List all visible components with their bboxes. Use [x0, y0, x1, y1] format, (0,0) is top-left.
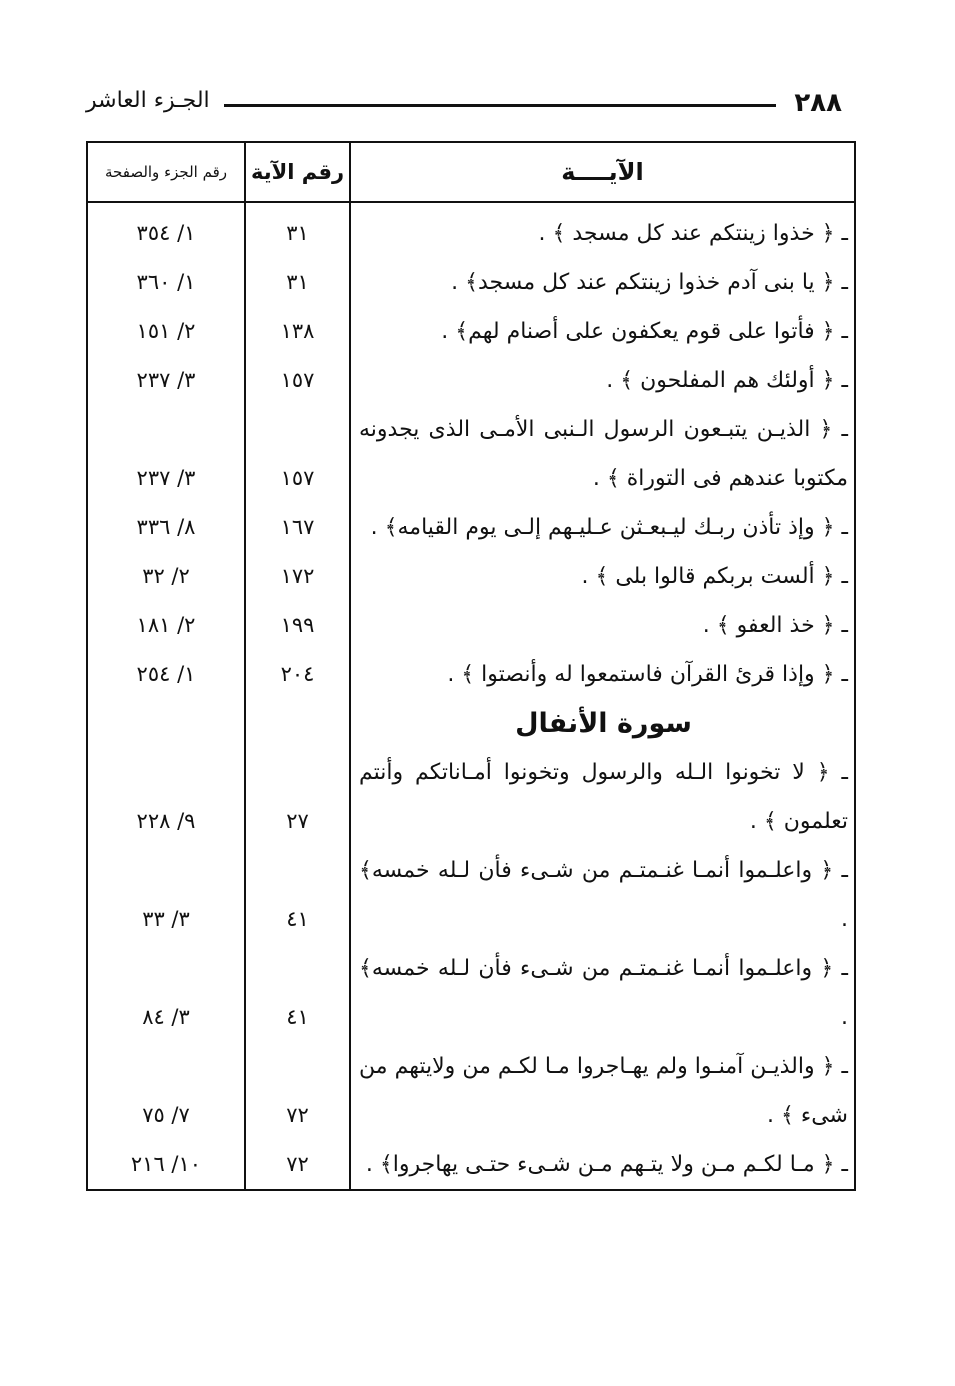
part-page-ref: ٣/ ٣٣: [142, 907, 190, 931]
aya-text: ـ ﴿ مـا لكـم مـن ولا يتـهم مـن شـىء حتـى يهاجروا﴾ .: [350, 1140, 855, 1190]
header-rule: [224, 104, 776, 107]
aya-number: ٣١: [245, 258, 350, 307]
part-page-ref: ٩/ ٢٢٨: [136, 809, 196, 833]
table-row: [87, 202, 855, 258]
table-row: [87, 356, 855, 405]
aya-text: ـ ﴿ أولئك هم المفلحون ﴾ .: [350, 356, 855, 405]
part-page-ref: ٢/ ١٥١: [136, 319, 196, 343]
table-row: [87, 552, 855, 601]
aya-number: ١٧٢: [245, 552, 350, 601]
table-row: [87, 503, 855, 552]
table-row: [87, 307, 855, 356]
part-page-ref: ١/ ٢٥٤: [136, 662, 196, 686]
part-page-ref: ٣/ ٢٣٧: [136, 368, 196, 392]
aya-number: ١٣٨: [245, 307, 350, 356]
aya-number: ٢٠٤: [245, 650, 350, 699]
aya-number: ١٥٧: [245, 356, 350, 405]
aya-text: ـ ﴿ خذوا زينتكم عند كل مسجد ﴾ .: [350, 202, 855, 258]
part-page-ref: ٣/ ٨٤: [142, 1005, 190, 1029]
column-header-aya-number: رقم الآية: [245, 142, 350, 202]
column-header-aya: الآيــــة: [350, 142, 855, 202]
aya-text: ـ ﴿ خذ العفو ﴾ .: [350, 601, 855, 650]
table-row: [87, 1140, 855, 1190]
column-header-part-page: رقم الجزء والصفحة: [87, 142, 245, 202]
aya-number: ٧٢: [245, 1042, 350, 1140]
empty-cell: [245, 699, 350, 748]
table-row: [87, 601, 855, 650]
aya-text: ـ ﴿ واعلـموا أنمـا غنـمتـم من شـىء فأن لـله خمسه﴾ .: [350, 846, 855, 944]
part-page-ref: ٣/ ٢٣٧: [136, 466, 196, 490]
aya-number: ١٦٧: [245, 503, 350, 552]
aya-number: ٣١: [245, 202, 350, 258]
aya-text: ـ ﴿ فأتوا على قوم يعكفون على أصنام لهم﴾ .: [350, 307, 855, 356]
verse-index-table: [86, 141, 856, 1191]
page-number: ٢٨٨: [794, 88, 842, 118]
aya-number: ٢٧: [245, 748, 350, 846]
aya-number: ١٩٩: [245, 601, 350, 650]
surah-title-row: [87, 699, 855, 748]
aya-number: ٧٢: [245, 1140, 350, 1190]
part-page-ref: ٨/ ٣٣٦: [136, 515, 196, 539]
part-page-ref: ٢/ ٣٢: [142, 564, 190, 588]
aya-number: ٤١: [245, 944, 350, 1042]
table-row: [87, 258, 855, 307]
aya-number: ٤١: [245, 846, 350, 944]
table-row: [87, 650, 855, 699]
table-row: [87, 1042, 855, 1140]
aya-number: ١٥٧: [245, 405, 350, 503]
table-header-row: [87, 142, 855, 202]
aya-text: ـ ﴿ وإذا قرئ القرآن فاستمعوا له وأنصتوا ﴾ .: [350, 650, 855, 699]
page-header: [86, 88, 848, 124]
table-row: [87, 748, 855, 846]
aya-text: ـ ﴿ يا بنى آدم خذوا زينتكم عند كل مسجد﴾ .: [350, 258, 855, 307]
aya-text: ـ ﴿ الذيـن يتبـعون الرسول الـنبى الأمـى الذى يجدونه مكتوبا عندهم فى التوراة ﴾ .: [350, 405, 855, 503]
table-row: [87, 405, 855, 503]
aya-text: ـ ﴿ ألست بربكم قالوا بلى ﴾ .: [350, 552, 855, 601]
surah-title: سورة الأنفال: [350, 699, 855, 748]
aya-text: ـ ﴿ واعلـموا أنمـا غنـمتـم من شـىء فأن لـله خمسه﴾ .: [350, 944, 855, 1042]
part-title: الجـزء العاشر: [86, 88, 210, 113]
table-row: [87, 944, 855, 1042]
empty-cell: [87, 699, 245, 748]
part-page-ref: ٢/ ١٨١: [136, 613, 196, 637]
part-page-ref: ١/ ٣٥٤: [136, 221, 196, 245]
table-row: [87, 846, 855, 944]
aya-text: ـ ﴿ والذيـن آمنـوا ولم يهـاجروا مـا لكـم من ولايتهم من شىء ﴾ .: [350, 1042, 855, 1140]
part-page-ref: ١/ ٣٦٠: [136, 270, 196, 294]
part-page-ref: ١٠/ ٢١٦: [130, 1152, 202, 1176]
aya-text: ـ ﴿ وإذ تأذن ربـك ليـبعـثن عـليـهم إلـى يوم القيامه﴾ .: [350, 503, 855, 552]
part-page-ref: ٧/ ٧٥: [142, 1103, 190, 1127]
aya-text: ـ ﴿ لا تخونوا الـله والرسول وتخونوا أمـاناتكم وأنتم تعلمون ﴾ .: [350, 748, 855, 846]
